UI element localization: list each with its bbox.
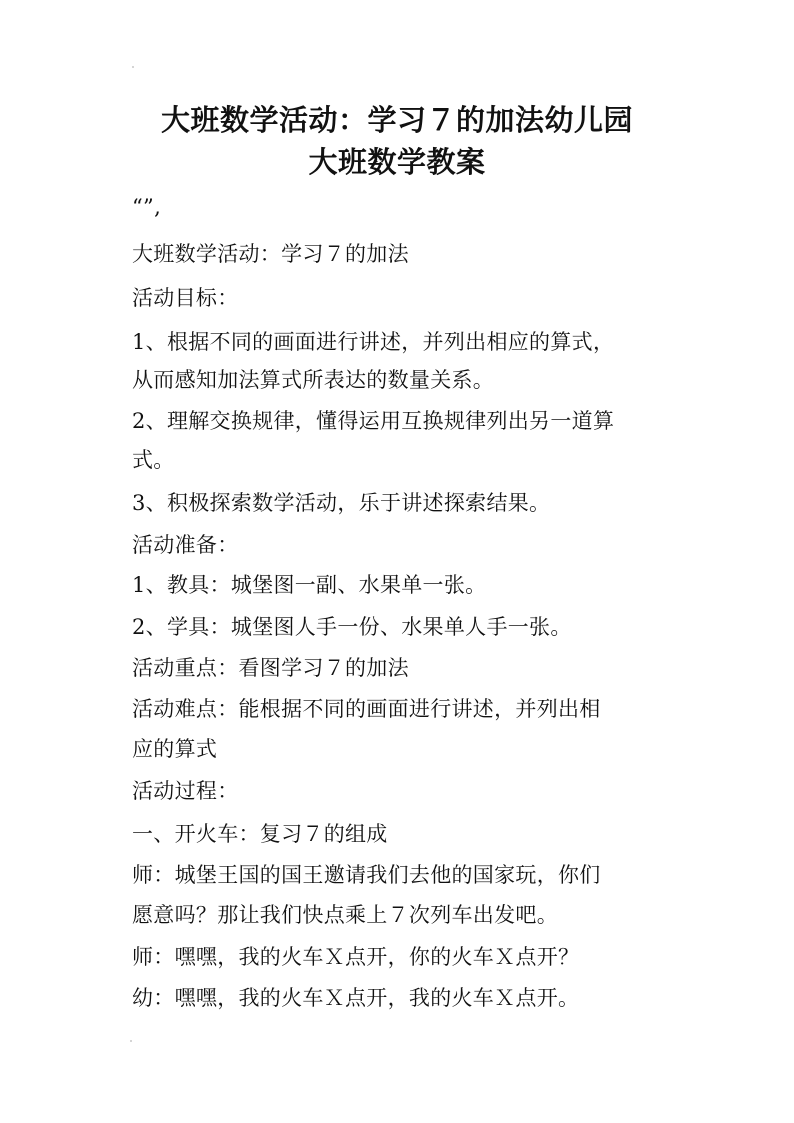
goal-item-2: 2、理解交换规律，懂得运用互换规律列出另一道算 bbox=[132, 409, 615, 433]
section-heading-process: 活动过程： bbox=[132, 779, 239, 803]
document-title-line-1: 大班数学活动：学习７的加法幼儿园 bbox=[160, 103, 633, 137]
dialogue-line-teacher-1-continued: 愿意吗？那让我们快点乘上７次列车出发吧。 bbox=[132, 903, 558, 927]
goal-item-2-continued: 式。 bbox=[132, 448, 175, 472]
body-line-quote-marks: “”, bbox=[132, 195, 162, 219]
difficult-point-continued: 应的算式 bbox=[132, 737, 218, 761]
dialogue-line-teacher-1: 师：城堡王国的国王邀请我们去他的国家玩，你们 bbox=[132, 863, 601, 887]
section-heading-preparation: 活动准备： bbox=[132, 533, 239, 557]
scan-speck bbox=[132, 66, 134, 68]
document-title-line-2: 大班数学教案 bbox=[308, 145, 486, 179]
goal-item-1-continued: 从而感知加法算式所表达的数量关系。 bbox=[132, 368, 495, 392]
goal-item-1: 1、根据不同的画面进行讲述，并列出相应的算式， bbox=[132, 330, 615, 354]
difficult-point-line: 活动难点：能根据不同的画面进行讲述，并列出相 bbox=[132, 697, 601, 721]
scan-speck bbox=[130, 1040, 132, 1042]
dialogue-line-children: 幼：嘿嘿，我的火车Ｘ点开，我的火车Ｘ点开。 bbox=[132, 986, 580, 1010]
preparation-item-1: 1、教具：城堡图一副、水果单一张。 bbox=[132, 573, 487, 597]
process-step-1-heading: 一、开火车：复习７的组成 bbox=[132, 822, 388, 846]
dialogue-line-teacher-2: 师：嘿嘿，我的火车Ｘ点开，你的火车Ｘ点开？ bbox=[132, 945, 580, 969]
key-point-line: 活动重点：看图学习７的加法 bbox=[132, 656, 409, 680]
preparation-item-2: 2、学具：城堡图人手一份、水果单人手一张。 bbox=[132, 615, 572, 639]
goal-item-3: 3、积极探索数学活动，乐于讲述探索结果。 bbox=[132, 491, 551, 515]
section-heading-goals: 活动目标： bbox=[132, 286, 239, 310]
body-line-subtitle: 大班数学活动：学习７的加法 bbox=[132, 242, 409, 266]
